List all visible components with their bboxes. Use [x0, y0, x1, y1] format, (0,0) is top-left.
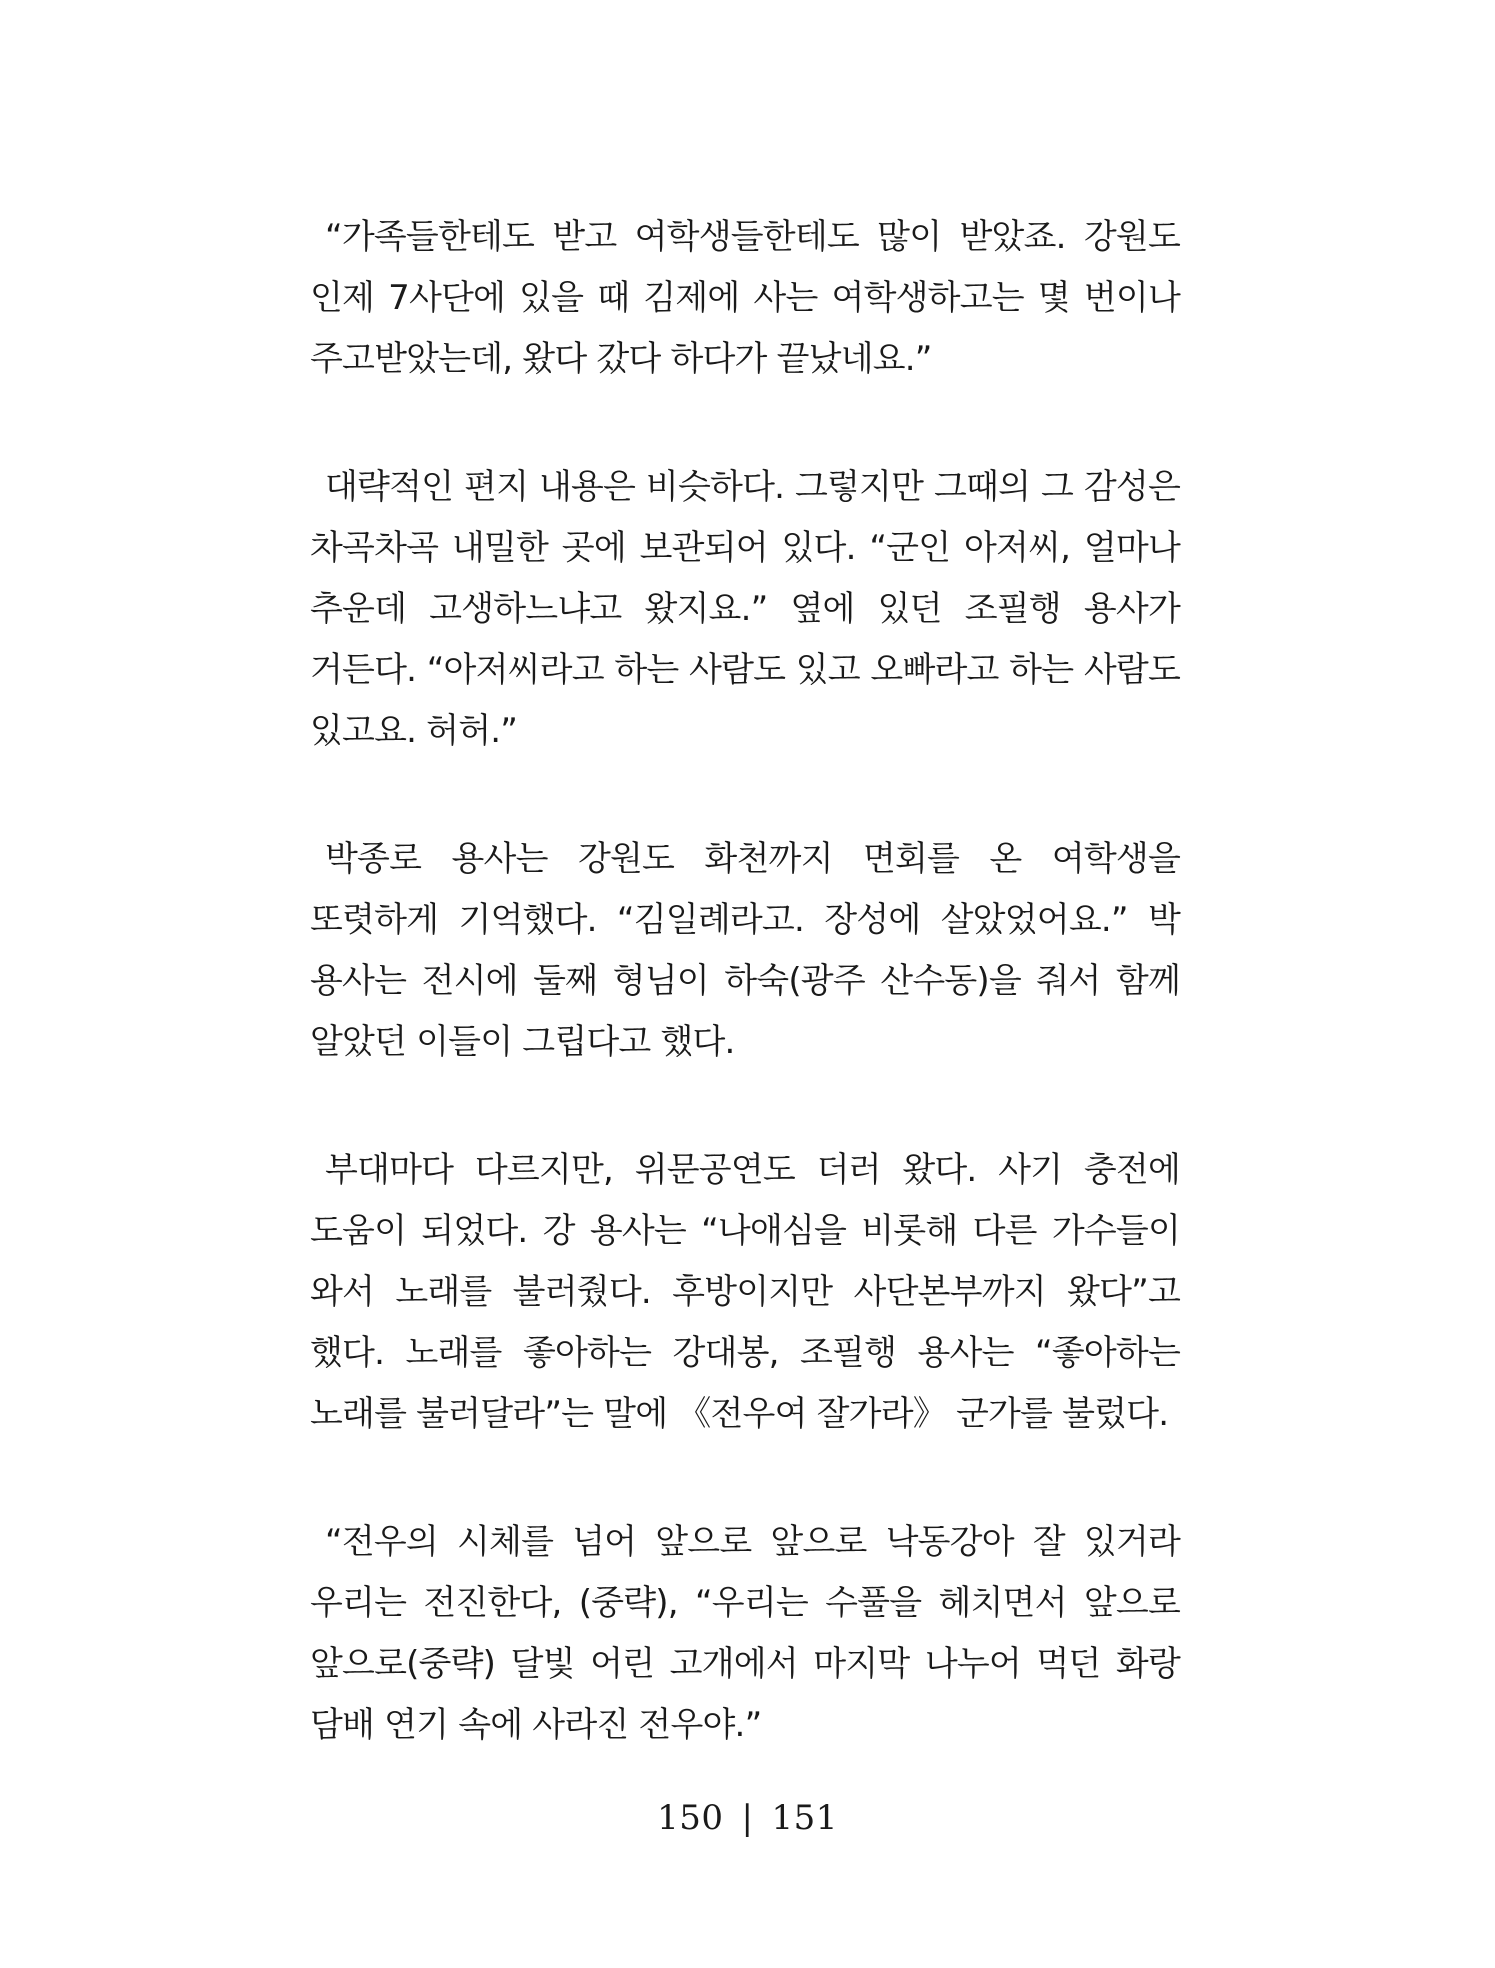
page-numbers	[0, 1798, 1495, 1838]
paragraph-2: 대략적인 편지 내용은 비슷하다. 그렇지만 그때의 그 감성은 차곡차곡 내밀한 곳에 보관되어 있다. “군인 아저씨, 얼마나 추운데 고생하느냐고 왔지요.” 옆에 있던 조필행 용사가 거든다. “아저씨라고 하는 사람도 있고 오빠라고 하는 사람도 있고요. 허허.”	[310, 467, 1180, 751]
paragraph-4: 부대마다 다르지만, 위문공연도 더러 왔다. 사기 충전에 도움이 되었다. 강 용사는 “나애심을 비롯해 다른 가수들이 와서 노래를 불러줬다. 후방이지만 사단본부까지 왔다”고 했다. 노래를 좋아하는 강대봉, 조필행 용사는 “좋아하는 노래를 불러달라”는 말에 《전우여 잘가라》 군가를 불렀다.	[310, 1150, 1180, 1434]
paragraph-3: 박종로 용사는 강원도 화천까지 면회를 온 여학생을 또렷하게 기억했다. “김일례라고. 장성에 살았었어요.” 박 용사는 전시에 둘째 형님이 하숙(광주 산수동)을 줘서 함께 알았던 이들이 그립다고 했다.	[310, 839, 1180, 1062]
left-page-number: 150	[657, 1798, 724, 1838]
body-text	[310, 207, 1180, 1756]
paragraph-5: “전우의 시체를 넘어 앞으로 앞으로 낙동강아 잘 있거라 우리는 전진한다, (중략), “우리는 수풀을 헤치면서 앞으로 앞으로(중략) 달빛 어린 고개에서 마지막 나누어 먹던 화랑 담배 연기 속에 사라진 전우야.”	[310, 1522, 1180, 1745]
paragraph-1: “가족들한테도 받고 여학생들한테도 많이 받았죠. 강원도 인제 7사단에 있을 때 김제에 사는 여학생하고는 몇 번이나 주고받았는데, 왔다 갔다 하다가 끝났네요.”	[310, 217, 1180, 379]
page-number-separator: |	[741, 1798, 754, 1838]
right-page-number: 151	[771, 1798, 838, 1838]
